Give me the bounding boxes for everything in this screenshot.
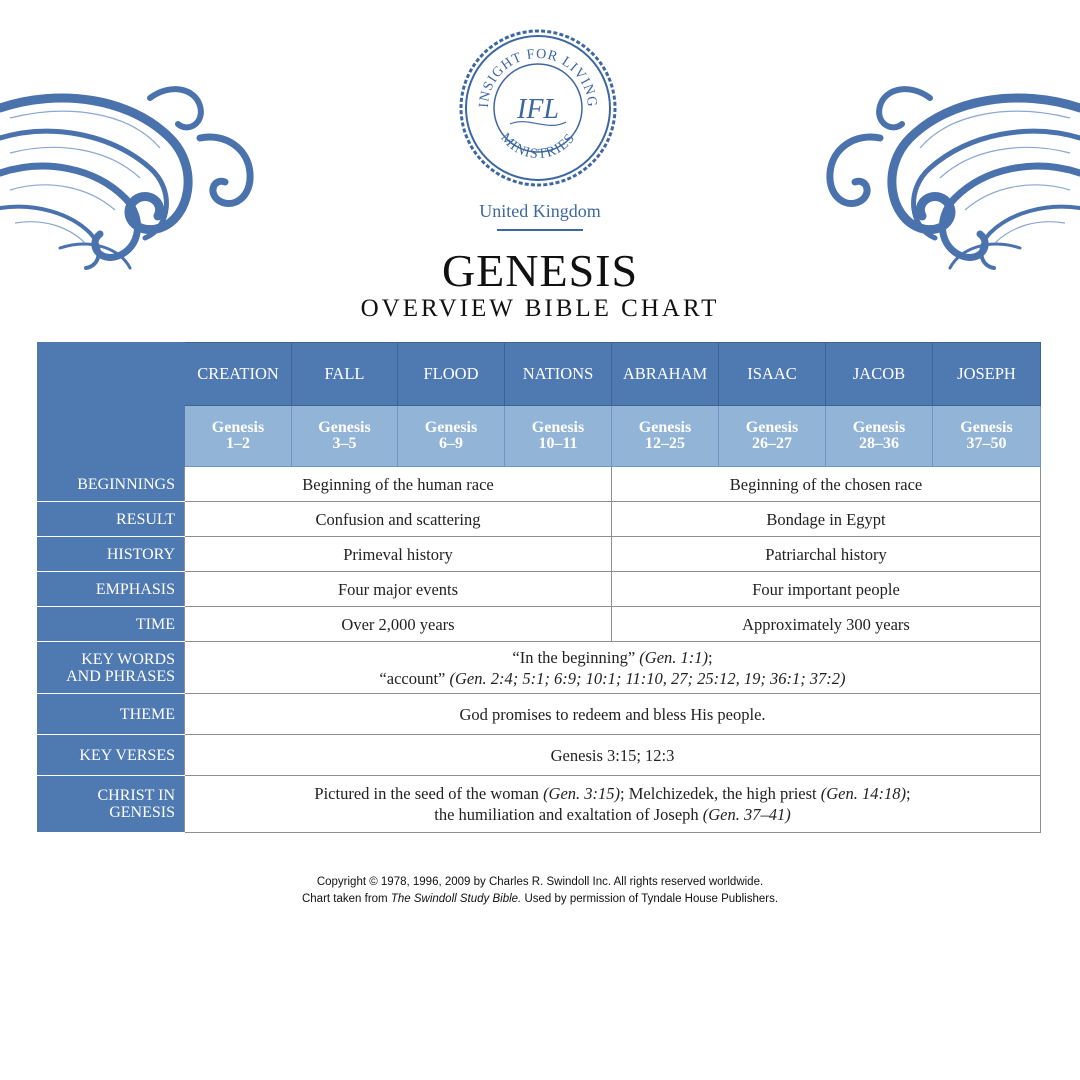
ministry-seal-logo: [458, 28, 618, 188]
chapter-range: Genesis 3–5: [292, 406, 398, 467]
cell-full: God promises to redeem and bless His people.: [185, 694, 1041, 735]
chapter-range: Genesis 12–25: [612, 406, 719, 467]
table-corner: [38, 343, 185, 467]
column-header: JACOB: [826, 343, 933, 406]
row-label: BEGINNINGS: [38, 467, 185, 502]
row-emphasis: [38, 572, 1041, 607]
chapter-range: Genesis 26–27: [719, 406, 826, 467]
row-beginnings: [38, 467, 1041, 502]
row-label: EMPHASIS: [38, 572, 185, 607]
chapter-range: Genesis 37–50: [933, 406, 1041, 467]
row-result: [38, 502, 1041, 537]
cell-left: Four major events: [185, 572, 612, 607]
row-label: HISTORY: [38, 537, 185, 572]
copyright-line: Copyright © 1978, 1996, 2009 by Charles R. Swindoll Inc. All rights reserved worldwide.: [316, 876, 764, 888]
column-header: ISAAC: [719, 343, 826, 406]
region-underline: [497, 229, 583, 231]
era-header-row: [38, 343, 1041, 406]
row-label: CHRIST IN GENESIS: [38, 776, 185, 833]
region-label: United Kingdom: [479, 201, 601, 221]
chapter-range: Genesis 6–9: [398, 406, 505, 467]
seal-monogram: IFL: [517, 94, 559, 125]
chapter-range: Genesis 28–36: [826, 406, 933, 467]
row-label: THEME: [38, 694, 185, 735]
cell-left: Over 2,000 years: [185, 607, 612, 642]
chart-title: GENESIS: [441, 245, 639, 296]
column-header: CREATION: [185, 343, 292, 406]
row-time: [38, 607, 1041, 642]
chart-subtitle: OVERVIEW BIBLE CHART: [360, 295, 720, 322]
row-label: RESULT: [38, 502, 185, 537]
cell-right: Bondage in Egypt: [612, 502, 1041, 537]
row-christ: [38, 776, 1041, 833]
chapter-range-row: [38, 406, 1041, 467]
row-theme: [38, 694, 1041, 735]
cell-left: Confusion and scattering: [185, 502, 612, 537]
copyright-footer: [0, 874, 1080, 908]
row-history: [38, 537, 1041, 572]
column-header: ABRAHAM: [612, 343, 719, 406]
overview-table: [37, 342, 1041, 833]
chapter-range: Genesis 10–11: [505, 406, 612, 467]
column-header: FALL: [292, 343, 398, 406]
row-label: KEY WORDS AND PHRASES: [38, 642, 185, 694]
cell-left: Beginning of the human race: [185, 467, 612, 502]
cell-full: “In the beginning” (Gen. 1:1); “account” (Gen. 2:4; 5:1; 6:9; 10:1; 11:10, 27; 25:12, 19; 36:1; 37:2): [185, 642, 1041, 694]
column-header: JOSEPH: [933, 343, 1041, 406]
cell-right: Four important people: [612, 572, 1041, 607]
seal-bottom-text: MINISTRIES: [497, 130, 579, 163]
row-key-verses: [38, 735, 1041, 776]
row-label: TIME: [38, 607, 185, 642]
seal-top-text: INSIGHT FOR LIVING: [476, 46, 600, 109]
cell-right: Patriarchal history: [612, 537, 1041, 572]
chapter-range: Genesis 1–2: [185, 406, 292, 467]
cell-right: Beginning of the chosen race: [612, 467, 1041, 502]
row-label: KEY VERSES: [38, 735, 185, 776]
cell-right: Approximately 300 years: [612, 607, 1041, 642]
column-header: FLOOD: [398, 343, 505, 406]
cell-left: Primeval history: [185, 537, 612, 572]
cell-full: Pictured in the seed of the woman (Gen. 3:15); Melchizedek, the high priest (Gen. 14:18); the humiliation and exaltation of Joseph (Gen. 37–41): [185, 776, 1041, 833]
permission-line: Chart taken from The Swindoll Study Bible. Used by permission of Tyndale House Publishers.: [301, 893, 779, 905]
cell-full: Genesis 3:15; 12:3: [185, 735, 1041, 776]
column-header: NATIONS: [505, 343, 612, 406]
row-key-words: [38, 642, 1041, 694]
